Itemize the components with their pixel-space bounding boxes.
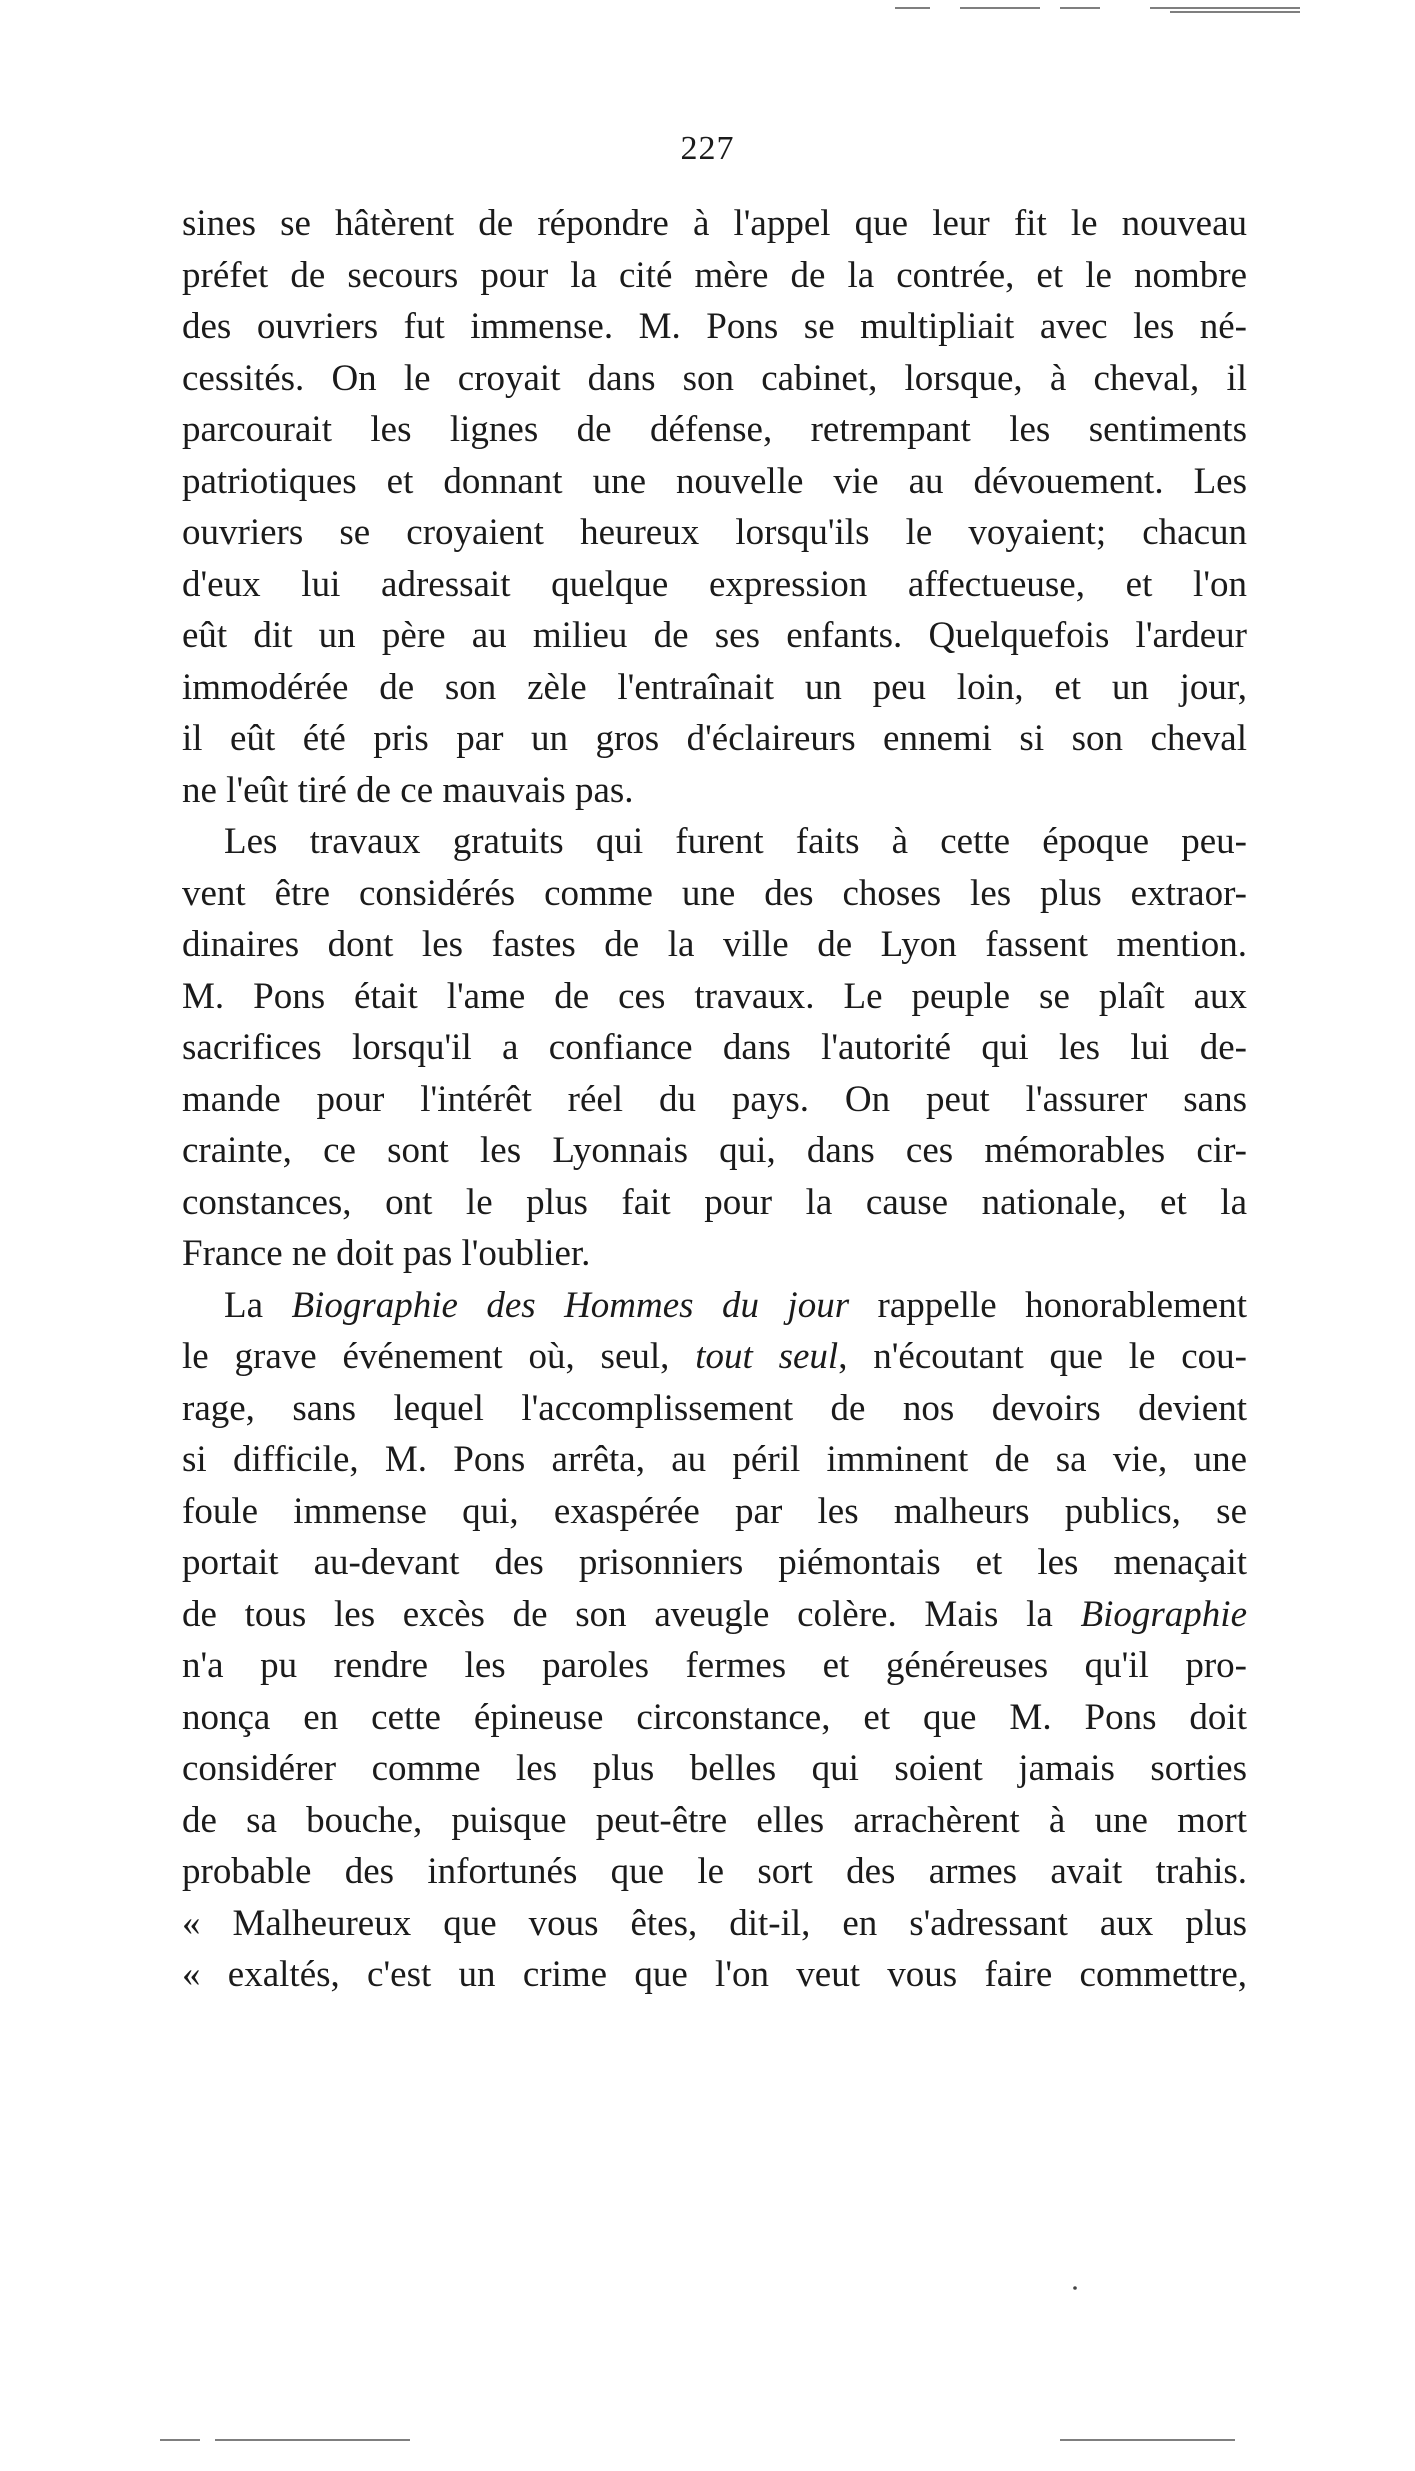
- body-text: [182, 198, 1247, 2001]
- text-line: patriotiques et donnant une nouvelle vie au dévouement. Les: [182, 460, 1247, 502]
- text-line: rage, sans lequel l'accomplissement de nos devoirs devient: [182, 1387, 1247, 1429]
- text-line: ne l'eût tiré de ce mauvais pas.: [182, 769, 634, 811]
- text-line: d'eux lui adressait quelque expression affectueuse, et l'on: [182, 563, 1247, 605]
- text-line: France ne doit pas l'oublier.: [182, 1233, 591, 1274]
- text-line: des ouvriers fut immense. M. Pons se multipliait avec les né-: [182, 306, 1247, 347]
- text-line: « exaltés, c'est un crime que l'on veut vous faire commettre,: [182, 1954, 1247, 1995]
- text-line: si difficile, M. Pons arrêta, au péril imminent de sa vie, une: [182, 1439, 1247, 1480]
- text-line: foule immense qui, exaspérée par les malheurs publics, se: [182, 1490, 1247, 1532]
- text-line: crainte, ce sont les Lyonnais qui, dans ces mémorables cir-: [182, 1130, 1247, 1171]
- text-line: portait au-devant des prisonniers piémontais et les menaçait: [182, 1542, 1247, 1583]
- text-line: le grave événement où, seul, tout seul, n'écoutant que le cou-: [182, 1336, 1247, 1377]
- text-line: « Malheureux que vous êtes, dit-il, en s'adressant aux plus: [182, 1902, 1247, 1944]
- text-line: mande pour l'intérêt réel du pays. On peut l'assurer sans: [182, 1078, 1247, 1120]
- text-line: M. Pons était l'ame de ces travaux. Le peuple se plaît aux: [182, 975, 1247, 1017]
- text-line: sacrifices lorsqu'il a confiance dans l'autorité qui les lui de-: [182, 1027, 1247, 1068]
- text-line: parcourait les lignes de défense, retrempant les sentiments: [182, 409, 1247, 450]
- text-line: probable des infortunés que le sort des armes avait trahis.: [182, 1851, 1247, 1892]
- text-line: cessités. On le croyait dans son cabinet, lorsque, à cheval, il: [182, 357, 1247, 399]
- text-line: vent être considérés comme une des choses les plus extraor-: [182, 872, 1247, 914]
- text-line: de sa bouche, puisque peut-être elles arrachèrent à une mort: [182, 1799, 1247, 1841]
- page-number: 227: [680, 130, 735, 167]
- text-line: Les travaux gratuits qui furent faits à cette époque peu-: [224, 821, 1247, 862]
- scan-speck: [1073, 2286, 1077, 2290]
- text-line: La Biographie des Hommes du jour rappelle honorablement: [224, 1284, 1248, 1326]
- text-line: considérer comme les plus belles qui soient jamais sorties: [182, 1748, 1247, 1789]
- text-line: préfet de secours pour la cité mère de la contrée, et le nombre: [182, 254, 1247, 296]
- text-line: ouvriers se croyaient heureux lorsqu'ils le voyaient; chacun: [182, 512, 1247, 553]
- text-line: sines se hâtèrent de répondre à l'appel que leur fit le nouveau: [182, 203, 1247, 244]
- text-line: nonça en cette épineuse circonstance, et que M. Pons doit: [182, 1696, 1247, 1738]
- text-line: eût dit un père au milieu de ses enfants. Quelquefois l'ardeur: [182, 615, 1247, 656]
- text-line: de tous les excès de son aveugle colère. Mais la Biographie: [182, 1593, 1247, 1635]
- text-line: n'a pu rendre les paroles fermes et généreuses qu'il pro-: [182, 1645, 1247, 1686]
- text-line: dinaires dont les fastes de la ville de Lyon fassent mention.: [182, 924, 1247, 965]
- text-line: immodérée de son zèle l'entraînait un peu loin, et un jour,: [182, 666, 1247, 708]
- text-line: constances, ont le plus fait pour la cause nationale, et la: [182, 1181, 1247, 1223]
- text-line: il eût été pris par un gros d'éclaireurs ennemi si son cheval: [182, 718, 1247, 759]
